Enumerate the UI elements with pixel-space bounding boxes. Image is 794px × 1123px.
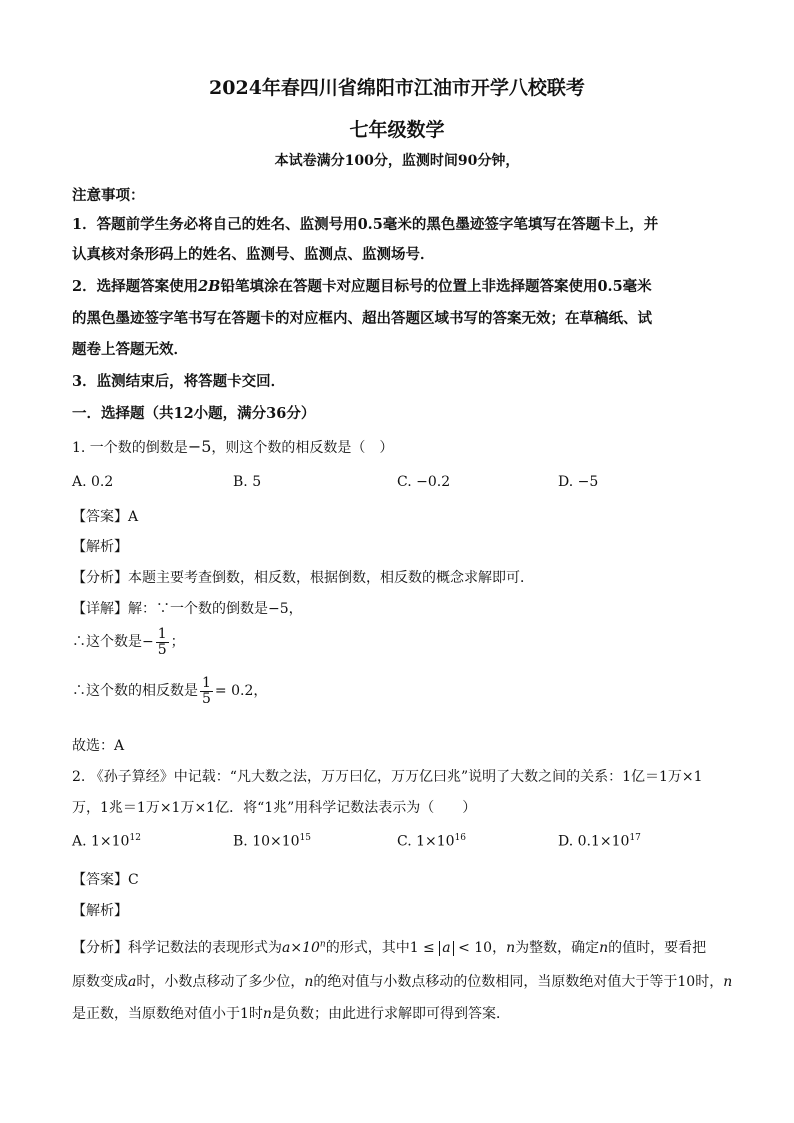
q2-option-d: D. $0.1\times 10^{17}$	[558, 833, 641, 850]
q1-step-1: ∴这个数是− $\frac{1}{5}$ ；	[72, 626, 185, 658]
q1-xiangjie: 【详解】解：∵一个数的倒数是−5，	[72, 601, 303, 617]
q1-option-c: C. −0.2	[397, 474, 451, 490]
note-3: 3．监测结束后，将答题卡交回．	[72, 373, 286, 390]
fraction: $\frac{1}{5}$	[202, 675, 211, 707]
q1-choose: 故选：A	[72, 738, 125, 754]
q2-option-a: A. $1\times 10^{12}$	[72, 833, 141, 850]
note-2-line-3: 题卷上答题无效．	[72, 341, 188, 358]
notes-heading: 注意事项：	[72, 187, 145, 204]
q1-fenxi: 【分析】本题主要考查倒数，相反数，根据倒数，相反数的概念求解即可．	[72, 570, 534, 586]
section-heading: 一．选择题（共12小题，满分36分）	[72, 405, 316, 422]
q2-analysis-label: 【解析】	[72, 903, 128, 919]
q2-fenxi-line-1: 【分析】科学记数法的表现形式为$a\times 10^n$的形式，其中1 ≤ a < 10，n为整数，确定n的值时，要看把	[72, 939, 707, 956]
note-1-line-2: 认真核对条形码上的姓名、监测号、监测点、监测场号．	[72, 246, 435, 263]
absolute-value: a	[439, 941, 453, 956]
exam-title: 2024年春四川省绵阳市江油市开学八校联考	[209, 77, 585, 99]
q2-fenxi-line-2: 原数变成a时，小数点移动了多少位，n的绝对值与小数点移动的位数相同，当原数绝对值大于等于10时，n	[72, 974, 733, 990]
note-1-line-1: 1．答题前学生务必将自己的姓名、监测号用0.5毫米的黑色墨迹签字笔填写在答题卡上，并	[72, 216, 659, 233]
fraction: $\frac{1}{5}$	[157, 626, 167, 658]
q1-option-b: B. 5	[233, 474, 262, 490]
exam-info: 本试卷满分100分，监测时间90分钟，	[274, 153, 520, 169]
q1-analysis-label: 【解析】	[72, 539, 128, 555]
exam-subtitle: 七年级数学	[349, 119, 445, 141]
q2-answer: 【答案】C	[72, 872, 139, 888]
q1-option-d: D. −5	[558, 474, 599, 490]
note-2-line-2: 的黑色墨迹签字笔书写在答题卡的对应框内、超出答题区域书写的答案无效；在草稿纸、试	[72, 310, 652, 327]
q1-answer: 【答案】A	[72, 509, 139, 525]
q1-stem: 1. 一个数的倒数是−5，则这个数的相反数是（ ）	[72, 437, 394, 456]
q2-fenxi-line-3: 是正数，当原数绝对值小于1时n是负数；由此进行求解即可得到答案．	[72, 1006, 510, 1022]
q2-option-c: C. $1\times 10^{16}$	[397, 833, 467, 850]
q2-stem-line-2: 万，1兆＝1万×1万×1亿．将“1兆”用科学记数法表示为（ ）	[72, 800, 477, 816]
q2-option-b: B. $10\times 10^{15}$	[233, 833, 312, 850]
q1-step-2: ∴这个数的相反数是 $\frac{1}{5}$ = 0.2，	[72, 675, 268, 707]
note-2-line-1: 2．选择题答案使用2B铅笔填涂在答题卡对应题目标号的位置上非选择题答案使用0.5毫米	[72, 278, 652, 295]
q1-option-a: A. 0.2	[72, 474, 114, 490]
q2-stem-line-1: 2. 《孙子算经》中记载：“凡大数之法，万万曰亿，万万亿曰兆”说明了大数之间的关系：1亿＝1万×1	[72, 769, 703, 785]
